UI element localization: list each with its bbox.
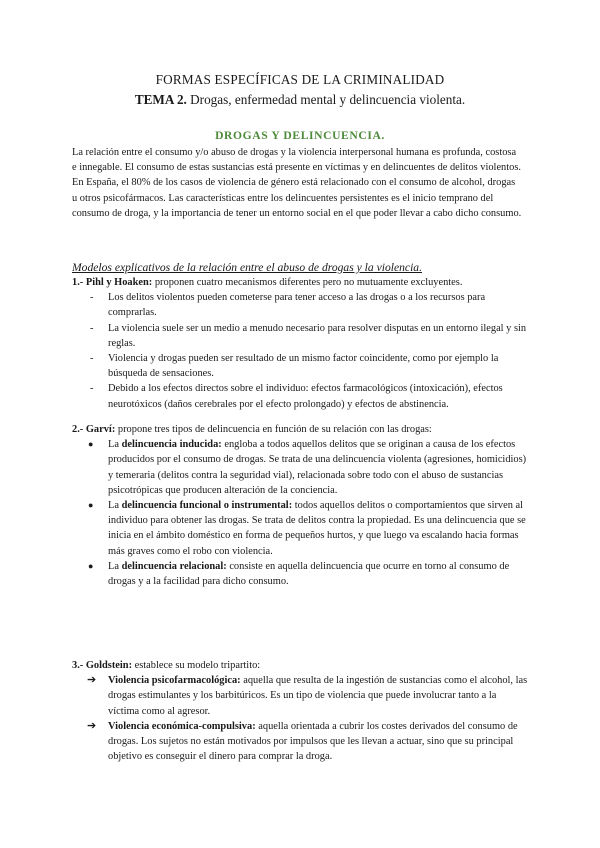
intro-paragraph: La relación entre el consumo y/o abuso de drogas y la violencia interpersonal humana es profunda, costosa e innegable. El consumo de estas sustancias está presente en víctimas y en delincuentes de delitos violentos. En España, el 80% de los casos de violencia de género está relacionado con el consumo de alcohol, drogas u otros psicofármacos. Las características entre los delincuentes persistentes es el inicio temprano del consumo de droga, y la importancia de tener un entorno social en el que poder llevar a cabo dicho consumo. [72,147,522,219]
section-3 [72,658,528,764]
list-item: ● La delincuencia inducida: engloba a todos aquellos delitos que se originan a causa de los efectos producidos por el consumo de drogas. Se trata de una delincuencia violenta (agresiones, homicidios) y temeraria (delitos contra la seguridad vial), relacionada sobre todo con el abuso de sustancias psicotrópicas que producen alteración de la conciencia. [88,439,527,496]
list-item-text: aquella que resulta de la ingestión de sustancias como el alcohol, las drogas estimulantes y los barbitúricos. Es un tipo de violencia que puede involucrar tanto a la víctima como al agresor. [108,675,528,717]
term-violencia-psicofarmacologica: Violencia psicofarmacológica: [108,675,241,687]
bullet-marker: ● [88,560,94,571]
bullet-marker: ● [88,500,94,511]
section-1-label: 1.- Pihl y Hoaken: [72,277,153,288]
section-2-list [72,437,528,589]
section-1 [72,275,528,412]
section-2-lead-text: propone tres tipos de delincuencia en función de su relación con las drogas: [115,424,432,435]
list-item-text: Los delitos violentos pueden cometerse para tener acceso a las drogas o a los recursos para comprarlas. [108,292,486,319]
list-item-text: todos aquellos delitos o comportamientos que sirven al individuo para obtener las drogas. Se trata de delitos contra la propiedad. Es una delincuencia que se inicia en el ámbito doméstico en forma de pequeños hurtos, y que luego va escalando hacia formas más graves como el robo con violencia. [108,500,526,557]
list-item-text: engloba a todos aquellos delitos que se originan a causa de los efectos producidos por el consumo de drogas. Se trata de una delincuencia violenta (agresiones, homicidios) y temeraria (delitos contra la seguridad vial), relacionada sobre todo con el abuso de sustancias psicotrópicas que producen alteración de la conciencia. [108,439,527,496]
section-3-list [72,673,528,764]
list-item [72,321,528,351]
section-2 [72,422,528,589]
list-item [72,381,528,411]
section-1-lead [72,275,528,290]
list-item [72,290,528,320]
arrow-marker-icon: ➔ [87,719,97,732]
section-3-lead-text: establece su modelo tripartito: [132,660,261,671]
dash-marker: - [90,292,94,304]
section-2-label: 2.- Garví: [72,424,116,435]
tema-title: Drogas, enfermedad mental y delincuencia violenta. [186,92,466,107]
section-3-lead [72,658,528,673]
term-delincuencia-relacional: delincuencia relacional: [121,560,227,572]
term-delincuencia-inducida: delincuencia inducida: [121,439,222,451]
document-title: FORMAS ESPECÍFICAS DE LA CRIMINALIDAD [155,72,445,87]
section-1-lead-text: proponen cuatro mecanismos diferentes pero no mutuamente excluyentes. [152,277,463,288]
section-2-lead [72,422,528,437]
list-item [72,673,528,719]
term-delincuencia-funcional: delincuencia funcional o instrumental: [121,500,293,512]
models-heading: Modelos explicativos de la relación entre el abuso de drogas y la violencia. [72,261,422,274]
list-item-text: Violencia y drogas pueden ser resultado de un mismo factor coincidente, como por ejemplo la búsqueda de sensaciones. [108,353,499,380]
dash-marker: - [90,383,94,395]
tema-label: TEMA 2. [134,92,187,107]
section-1-list [72,290,528,412]
document-subtitle [0,92,600,107]
term-violencia-economica: Violencia económica-compulsiva: [108,720,256,732]
list-item [72,351,528,381]
section-heading: DROGAS Y DELINCUENCIA. [215,129,385,142]
list-item: ● La delincuencia funcional o instrumental: todos aquellos delitos o comportamientos que sirven al individuo para obtener las drogas. Se trata de delitos contra la propiedad. Es una delincuencia que se inicia en el ámbito doméstico en forma de pequeños hurtos, y que luego va escalando hacia formas más graves como el robo con violencia. [88,500,526,557]
list-item-text: consiste en aquella delincuencia que ocurre en torno al consumo de drogas y a la facilidad para dicho consumo. [108,560,510,588]
list-item-text: aquella orientada a cubrir los costes derivados del consumo de drogas. Los sujetos no están motivados por impulsos que les llevan a actuar, sino que su principal objetivo es conseguir el dinero para comprar la droga. [108,720,518,763]
dash-marker: - [90,322,94,334]
list-item [72,719,528,765]
list-item-text: Debido a los efectos directos sobre el individuo: efectos farmacológicos (intoxicación), efectos neurotóxicos (daños cerebrales por el efecto prolongado) y efectos de abstinencia. [108,383,503,410]
dash-marker: - [90,353,94,365]
arrow-marker-icon: ➔ [87,674,97,687]
list-item-text: La violencia suele ser un medio a menudo necesario para resolver disputas en un entorno ilegal y sin reglas. [108,322,527,349]
list-item: ● La delincuencia relacional: consiste en aquella delincuencia que ocurre en torno al consumo de drogas y a la facilidad para dicho consumo. [88,560,510,588]
section-3-label: 3.- Goldstein: [72,660,133,671]
bullet-marker: ● [88,439,94,450]
